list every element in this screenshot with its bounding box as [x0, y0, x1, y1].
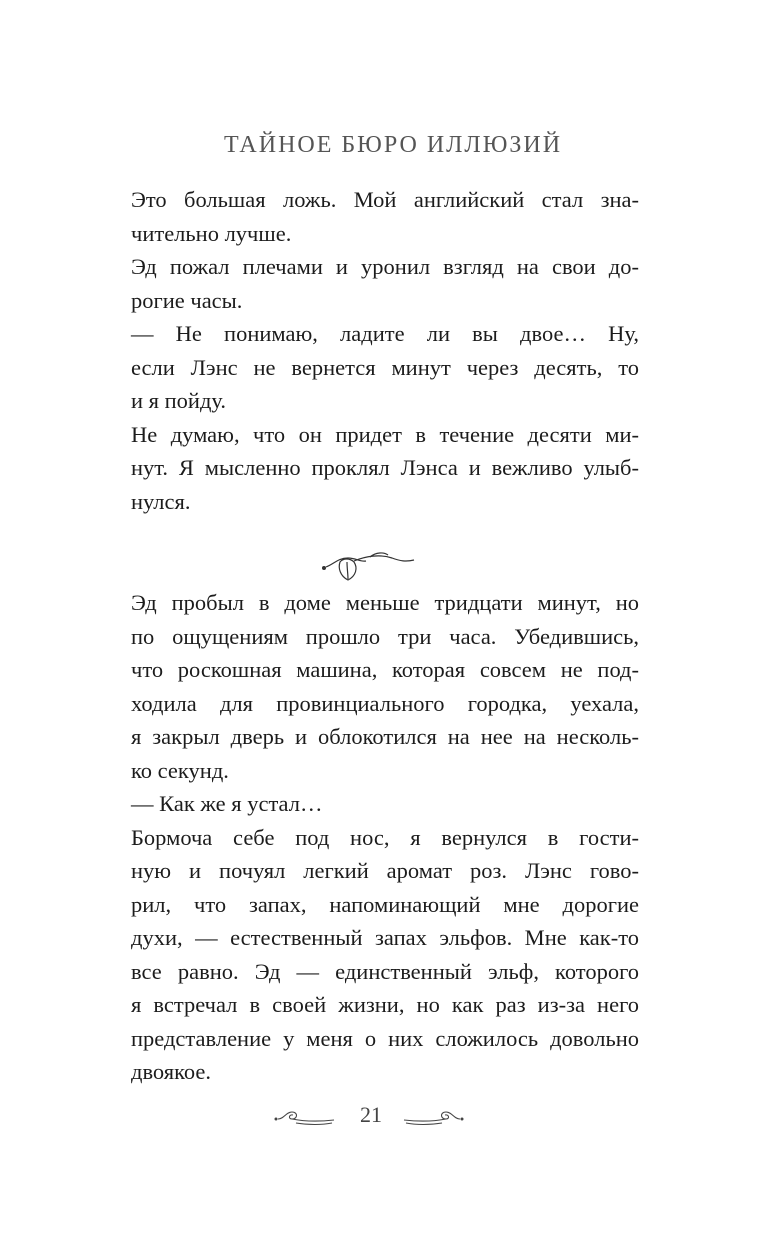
text-section-1	[131, 183, 639, 518]
text-line: рогие часы.	[131, 287, 243, 313]
paragraph	[131, 183, 639, 250]
text-line: ко секунд.	[131, 757, 229, 783]
paragraph	[131, 586, 639, 787]
text-line: я закрыл дверь и облокотился на нее на несколь-	[131, 724, 639, 749]
text-line: представление у меня о них сложилось довольно	[131, 1025, 639, 1051]
text-line: что роскошная машина, которая совсем не под-	[131, 657, 639, 682]
text-line: чительно лучше.	[131, 220, 292, 246]
scroll-flourish-right-icon	[400, 1104, 466, 1128]
text-line: ную и почуял легкий аромат роз. Лэнс гово-	[131, 858, 639, 883]
paragraph	[131, 821, 639, 1089]
text-line: Бормоча себе под нос, я вернулся в гости-	[131, 824, 639, 850]
page-footer	[0, 1100, 768, 1140]
text-line: Эд пробыл в доме меньше тридцати минут, но	[131, 590, 639, 615]
text-line: рил, что запах, напоминающий мне дорогие	[131, 891, 639, 917]
text-line: двоякое.	[131, 1059, 212, 1084]
text-line: ходила для провинциального городка, уехала,	[131, 690, 639, 716]
text-line: — Как же я устал…	[131, 791, 323, 816]
text-line: нут. Я мысленно проклял Лэнса и вежливо улыб-	[131, 455, 639, 480]
text-line: духи, — естественный запах эльфов. Мне как-то	[131, 925, 639, 950]
paragraph	[131, 317, 639, 418]
text-line: Не думаю, что он придет в течение десяти ми-	[131, 421, 639, 447]
text-line: и я пойду.	[131, 388, 227, 413]
text-line: все равно. Эд — единственный эльф, которого	[131, 958, 639, 984]
text-line: я встречал в своей жизни, но как раз из-за него	[131, 992, 639, 1017]
running-title: ТАЙНОЕ БЮРО ИЛЛЮЗИЙ	[223, 132, 563, 158]
text-line: если Лэнс не вернется минут через десять, то	[131, 354, 639, 380]
page-number: 21	[360, 1102, 382, 1127]
paragraph	[131, 787, 639, 821]
scroll-flourish-left-icon	[272, 1104, 338, 1128]
text-line: Эд пожал плечами и уронил взгляд на свои до-	[131, 254, 639, 279]
text-line: Это большая ложь. Мой английский стал зна-	[131, 187, 639, 212]
text-section-2	[131, 586, 639, 1089]
paragraph	[131, 250, 639, 317]
text-line: — Не понимаю, ладите ли вы двое… Ну,	[131, 321, 639, 346]
paragraph	[131, 418, 639, 519]
leaf-flourish-icon	[310, 548, 420, 584]
text-line: по ощущениям прошло три часа. Убедившись,	[131, 623, 639, 649]
text-line: нулся.	[131, 488, 191, 514]
